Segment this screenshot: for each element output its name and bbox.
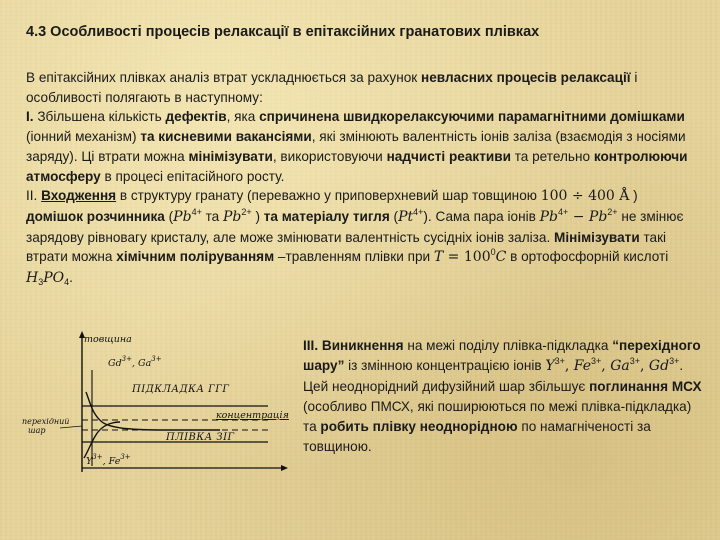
y-axis-label: товщина bbox=[84, 334, 132, 345]
top-ions-label: $Gd^{3+}$, $Ga^{3+}$ bbox=[108, 355, 162, 369]
concentration-label: концентрація bbox=[216, 410, 289, 421]
transition-layer-label-line-1: перехідний bbox=[22, 417, 70, 426]
transition-layer-diagram bbox=[20, 330, 300, 480]
bottom-ions-label: $Y^{3+}$, $Fe^{3+}$ bbox=[86, 453, 131, 467]
item-2-paragraph: II. Входження в структуру гранату (переважно у приповерхневий шар товщиною 100 ÷ 400 Å ) домішок розчинника ($Pb^{4+}$ та $Pb^{2+}$ ) та матеріалу тигля $(Pt^{4+})$. Сама пара іонів $Pb^{4+} - Pb^{2+}$ не змінює зарядову рівновагу кристалу, але може змінювати валентність сусідніх іонів заліза. Мінімізувати такі втрати можна хімічним поліруванням –травленням плівки при $T = 100^0C$ в ортофосфорній кислоті $H_3PO_4$. bbox=[26, 188, 684, 288]
item-1-paragraph: I. Збільшена кількість дефектів, яка спричинена швидкорелаксуючими парамагнітними домішками (іонний механізм) та кисневими вакансіями, які змінюють валентність іонів заліза (взаємодія з носіями заряду). Ці втрати можна мінімізувати, використовуючи надчисті реактиви та ретельно контролюючи атмосферу в процесі епітасійного росту. bbox=[26, 109, 688, 184]
transition-layer-label-line-2: шар bbox=[28, 426, 46, 435]
item-3-paragraph: III. Виникнення на межі поділу плівка-підкладка “перехідного шару” із змінною концентрацією іонів $Y^{3+}$, $Fe^{3+}$, $Ga^{3+}$, $Gd^{3+}$. Цей неоднорідний дифузійний шар збільшує поглинання МСХ (особливо ПМСХ, які поширюються по межі плівка-підкладка) та робить плівку неоднорідною по намагніченості за товщиною. bbox=[303, 338, 702, 454]
main-text-block bbox=[26, 68, 696, 289]
substrate-label: ПІДКЛАДКА ГГГ bbox=[132, 384, 230, 395]
thickness-range: 100 ÷ 400 Å bbox=[540, 188, 630, 205]
x-axis-arrowhead bbox=[281, 465, 288, 471]
film-label: ПЛІВКА ЗІГ bbox=[166, 432, 235, 443]
item-3-text-block bbox=[303, 336, 703, 456]
intro-paragraph: В епітаксійних плівках аналіз втрат ускладнюється за рахунок невласних процесів релаксації і особливості полягають в наступному: bbox=[26, 70, 638, 105]
transition-layer-pointer bbox=[60, 426, 82, 428]
concentration-curve-upper bbox=[86, 392, 220, 430]
slide-title: 4.3 Особливості процесів релаксації в епітаксійних гранатових плівках bbox=[26, 24, 540, 40]
